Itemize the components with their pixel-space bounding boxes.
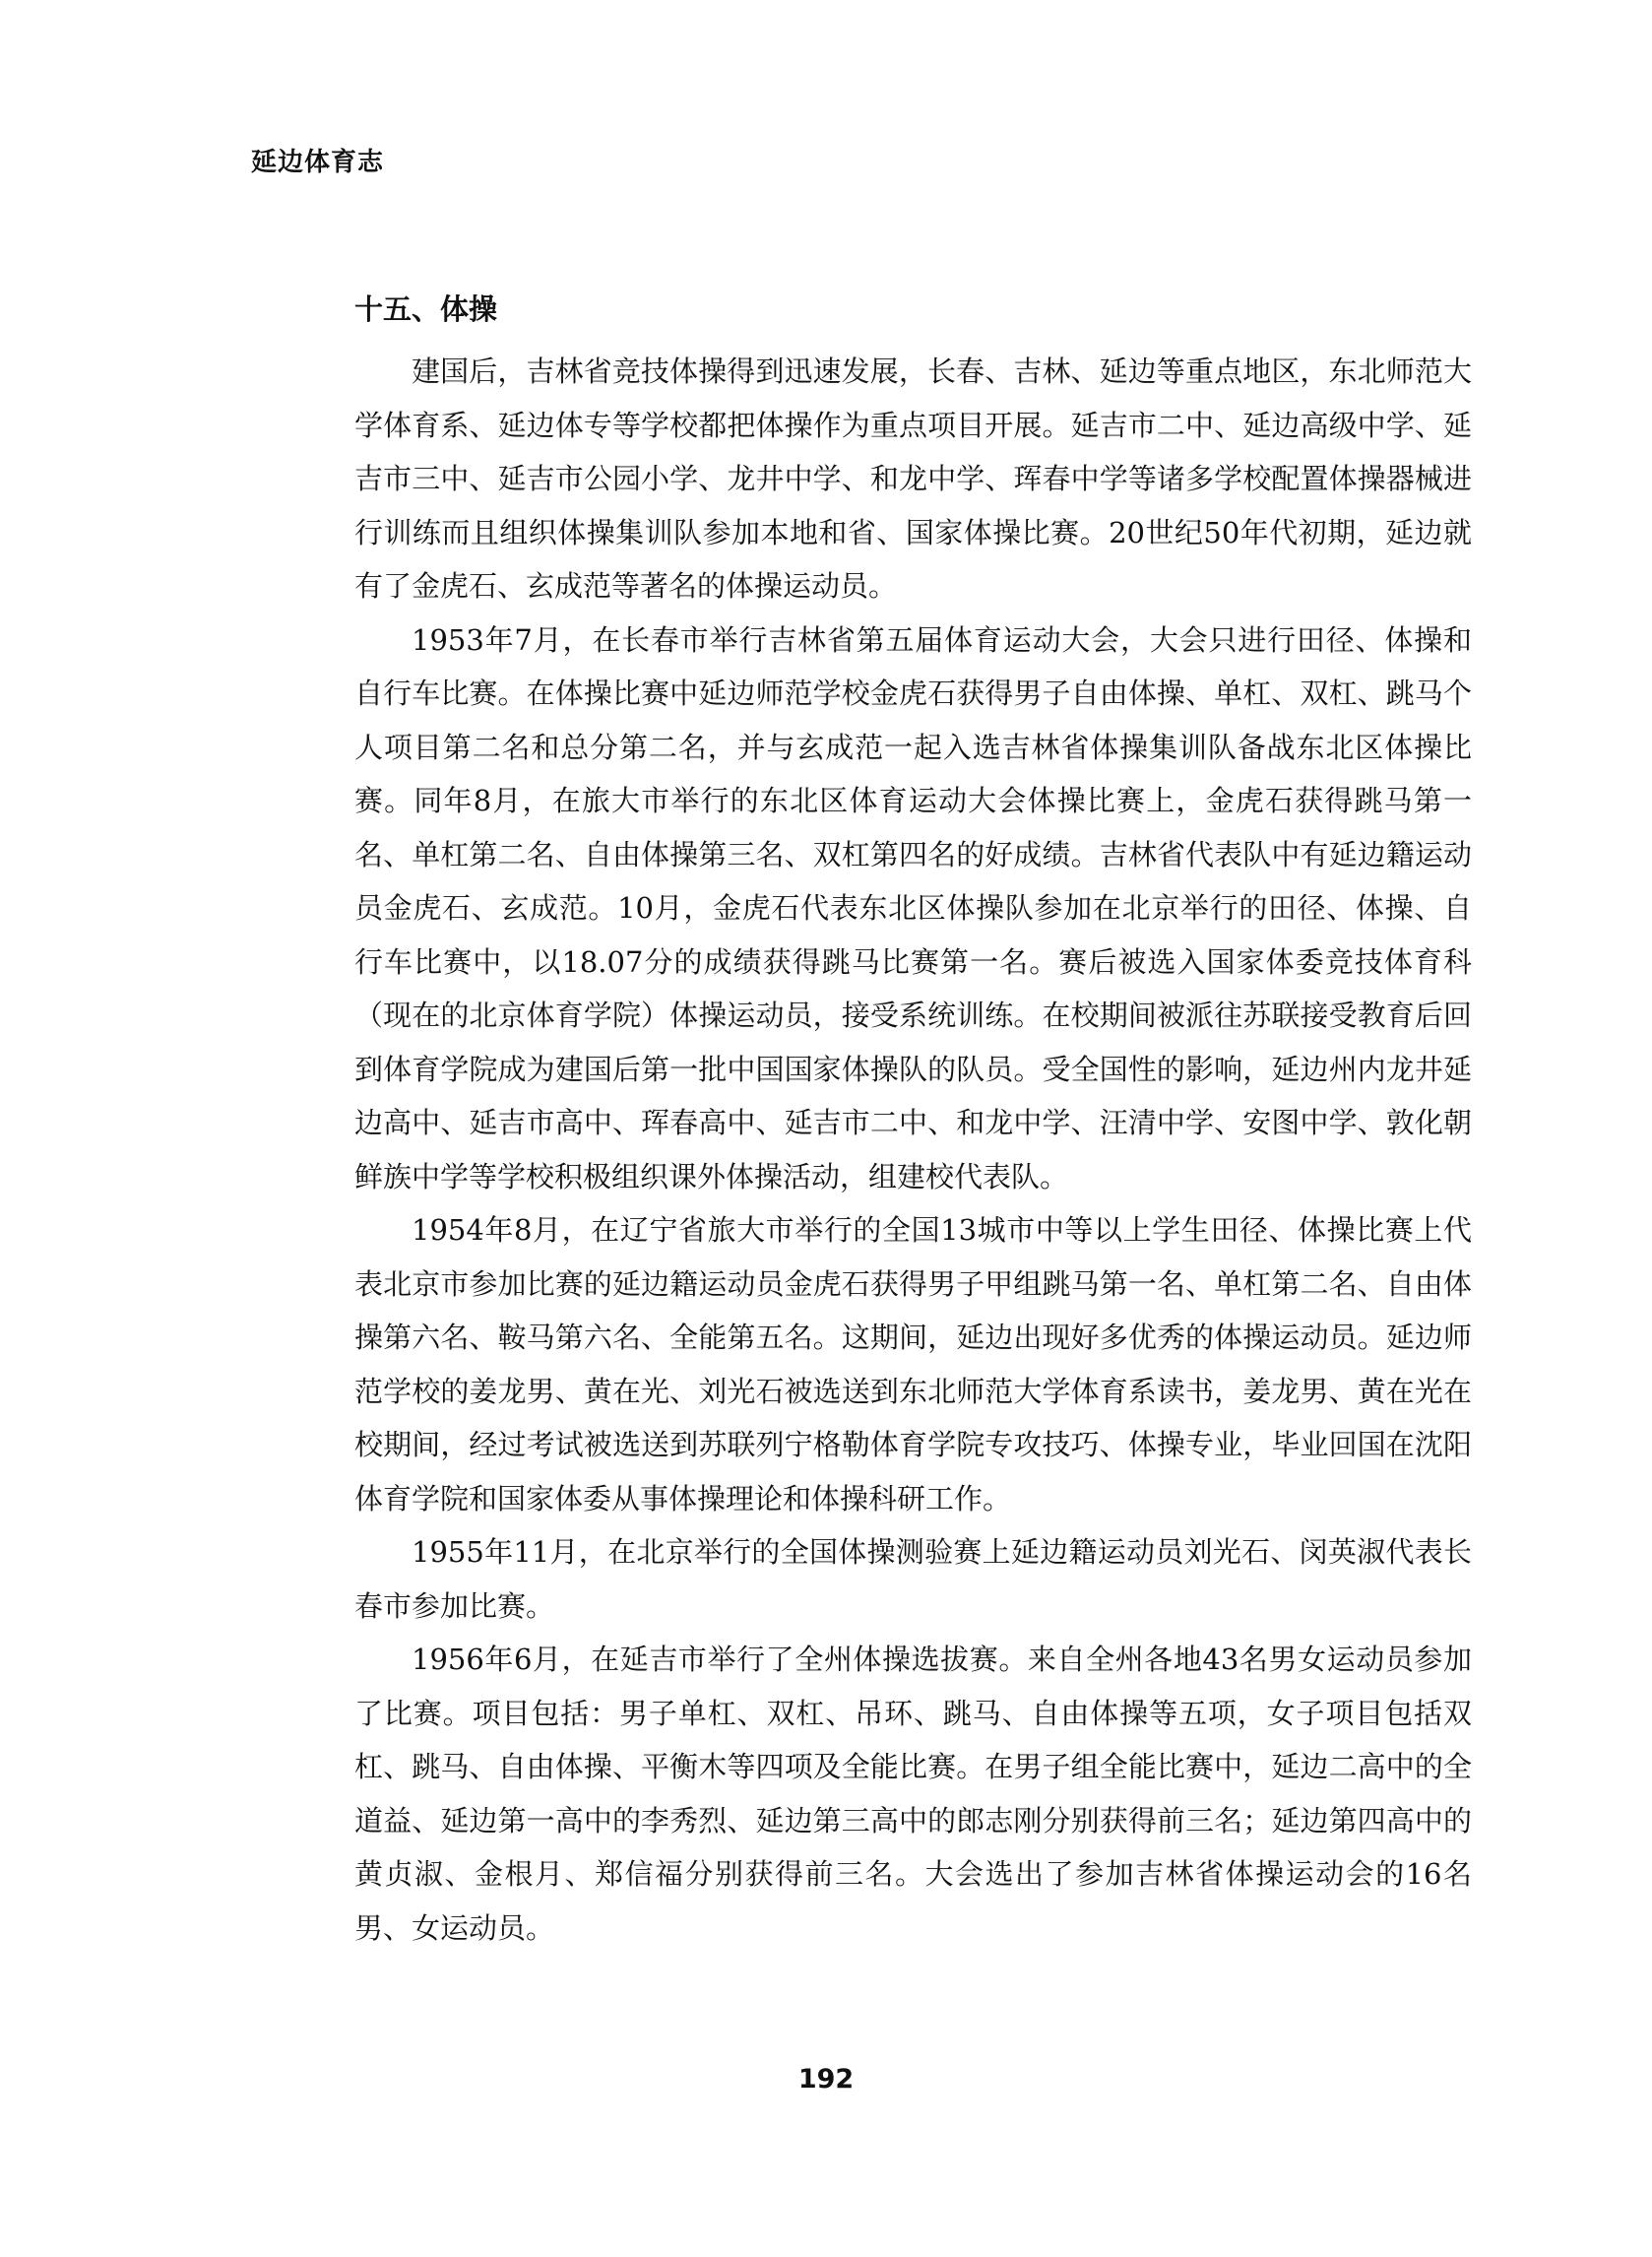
paragraph-1955: 1955年11月，在北京举行的全国体操测验赛上延边籍运动员刘光石、闵英淑代表长春市参加比赛。: [354, 1535, 1472, 1623]
paragraph-1954: 1954年8月，在辽宁省旅大市举行的全国13城市中等以上学生田径、体操比赛上代表北京市参加比赛的延边籍运动员金虎石获得男子甲组跳马第一名、单杠第二名、自由体操第六名、鞍马第六名、全能第五名。这期间，延边出现好多优秀的体操运动员。延边师范学校的姜龙男、黄在光、刘光石被选送到东北师范大学体育系读书，姜龙男、黄在光在校期间，经过考试被选送到苏联列宁格勒体育学院专攻技巧、体操专业，毕业回国在沈阳体育学院和国家体委从事体操理论和体操科研工作。: [354, 1213, 1472, 1515]
running-header-title: 延边体育志: [251, 148, 385, 177]
paragraph-1953: 1953年7月，在长春市举行吉林省第五届体育运动大会，大会只进行田径、体操和自行车比赛。在体操比赛中延边师范学校金虎石获得男子自由体操、单杠、双杠、跳马个人项目第二名和总分第二名，并与玄成范一起入选吉林省体操集训队备战东北区体操比赛。同年8月，在旅大市举行的东北区体育运动大会体操比赛上，金虎石获得跳马第一名、单杠第二名、自由体操第三名、双杠第四名的好成绩。吉林省代表队中有延边籍运动员金虎石、玄成范。10月，金虎石代表东北区体操队参加在北京举行的田径、体操、自行车比赛中，以18.07分的成绩获得跳马比赛第一名。赛后被选入国家体委竞技体育科（现在的北京体育学院）体操运动员，接受系统训练。在校期间被派往苏联接受教育后回到体育学院成为建国后第一批中国国家体操队的队员。受全国性的影响，延边州内龙井延边高中、延吉市高中、珲春高中、延吉市二中、和龙中学、汪清中学、安图中学、敦化朝鲜族中学等学校积极组织课外体操活动，组建校代表队。: [354, 622, 1472, 1193]
page-number: 192: [797, 2064, 855, 2095]
paragraph-1956: 1956年6月，在延吉市举行了全州体操选拔赛。来自全州各地43名男女运动员参加了比赛。项目包括：男子单杠、双杠、吊环、跳马、自由体操等五项，女子项目包括双杠、跳马、自由体操、平衡木等四项及全能比赛。在男子组全能比赛中，延边二高中的全道益、延边第一高中的李秀烈、延边第三高中的郎志刚分别获得前三名；延边第四高中的黄贞淑、金根月、郑信福分别获得前三名。大会选出了参加吉林省体操运动会的16名男、女运动员。: [354, 1643, 1472, 1945]
page-body: [354, 286, 1472, 1955]
paragraph-intro: 建国后，吉林省竞技体操得到迅速发展，长春、吉林、延边等重点地区，东北师范大学体育系、延边体专等学校都把体操作为重点项目开展。延吉市二中、延边高级中学、延吉市三中、延吉市公园小学、龙井中学、和龙中学、珲春中学等诸多学校配置体操器械进行训练而且组织体操集训队参加本地和省、国家体操比赛。20世纪50年代初期，延边就有了金虎石、玄成范等著名的体操运动员。: [354, 355, 1472, 603]
section-heading: 十五、体操: [354, 292, 498, 326]
